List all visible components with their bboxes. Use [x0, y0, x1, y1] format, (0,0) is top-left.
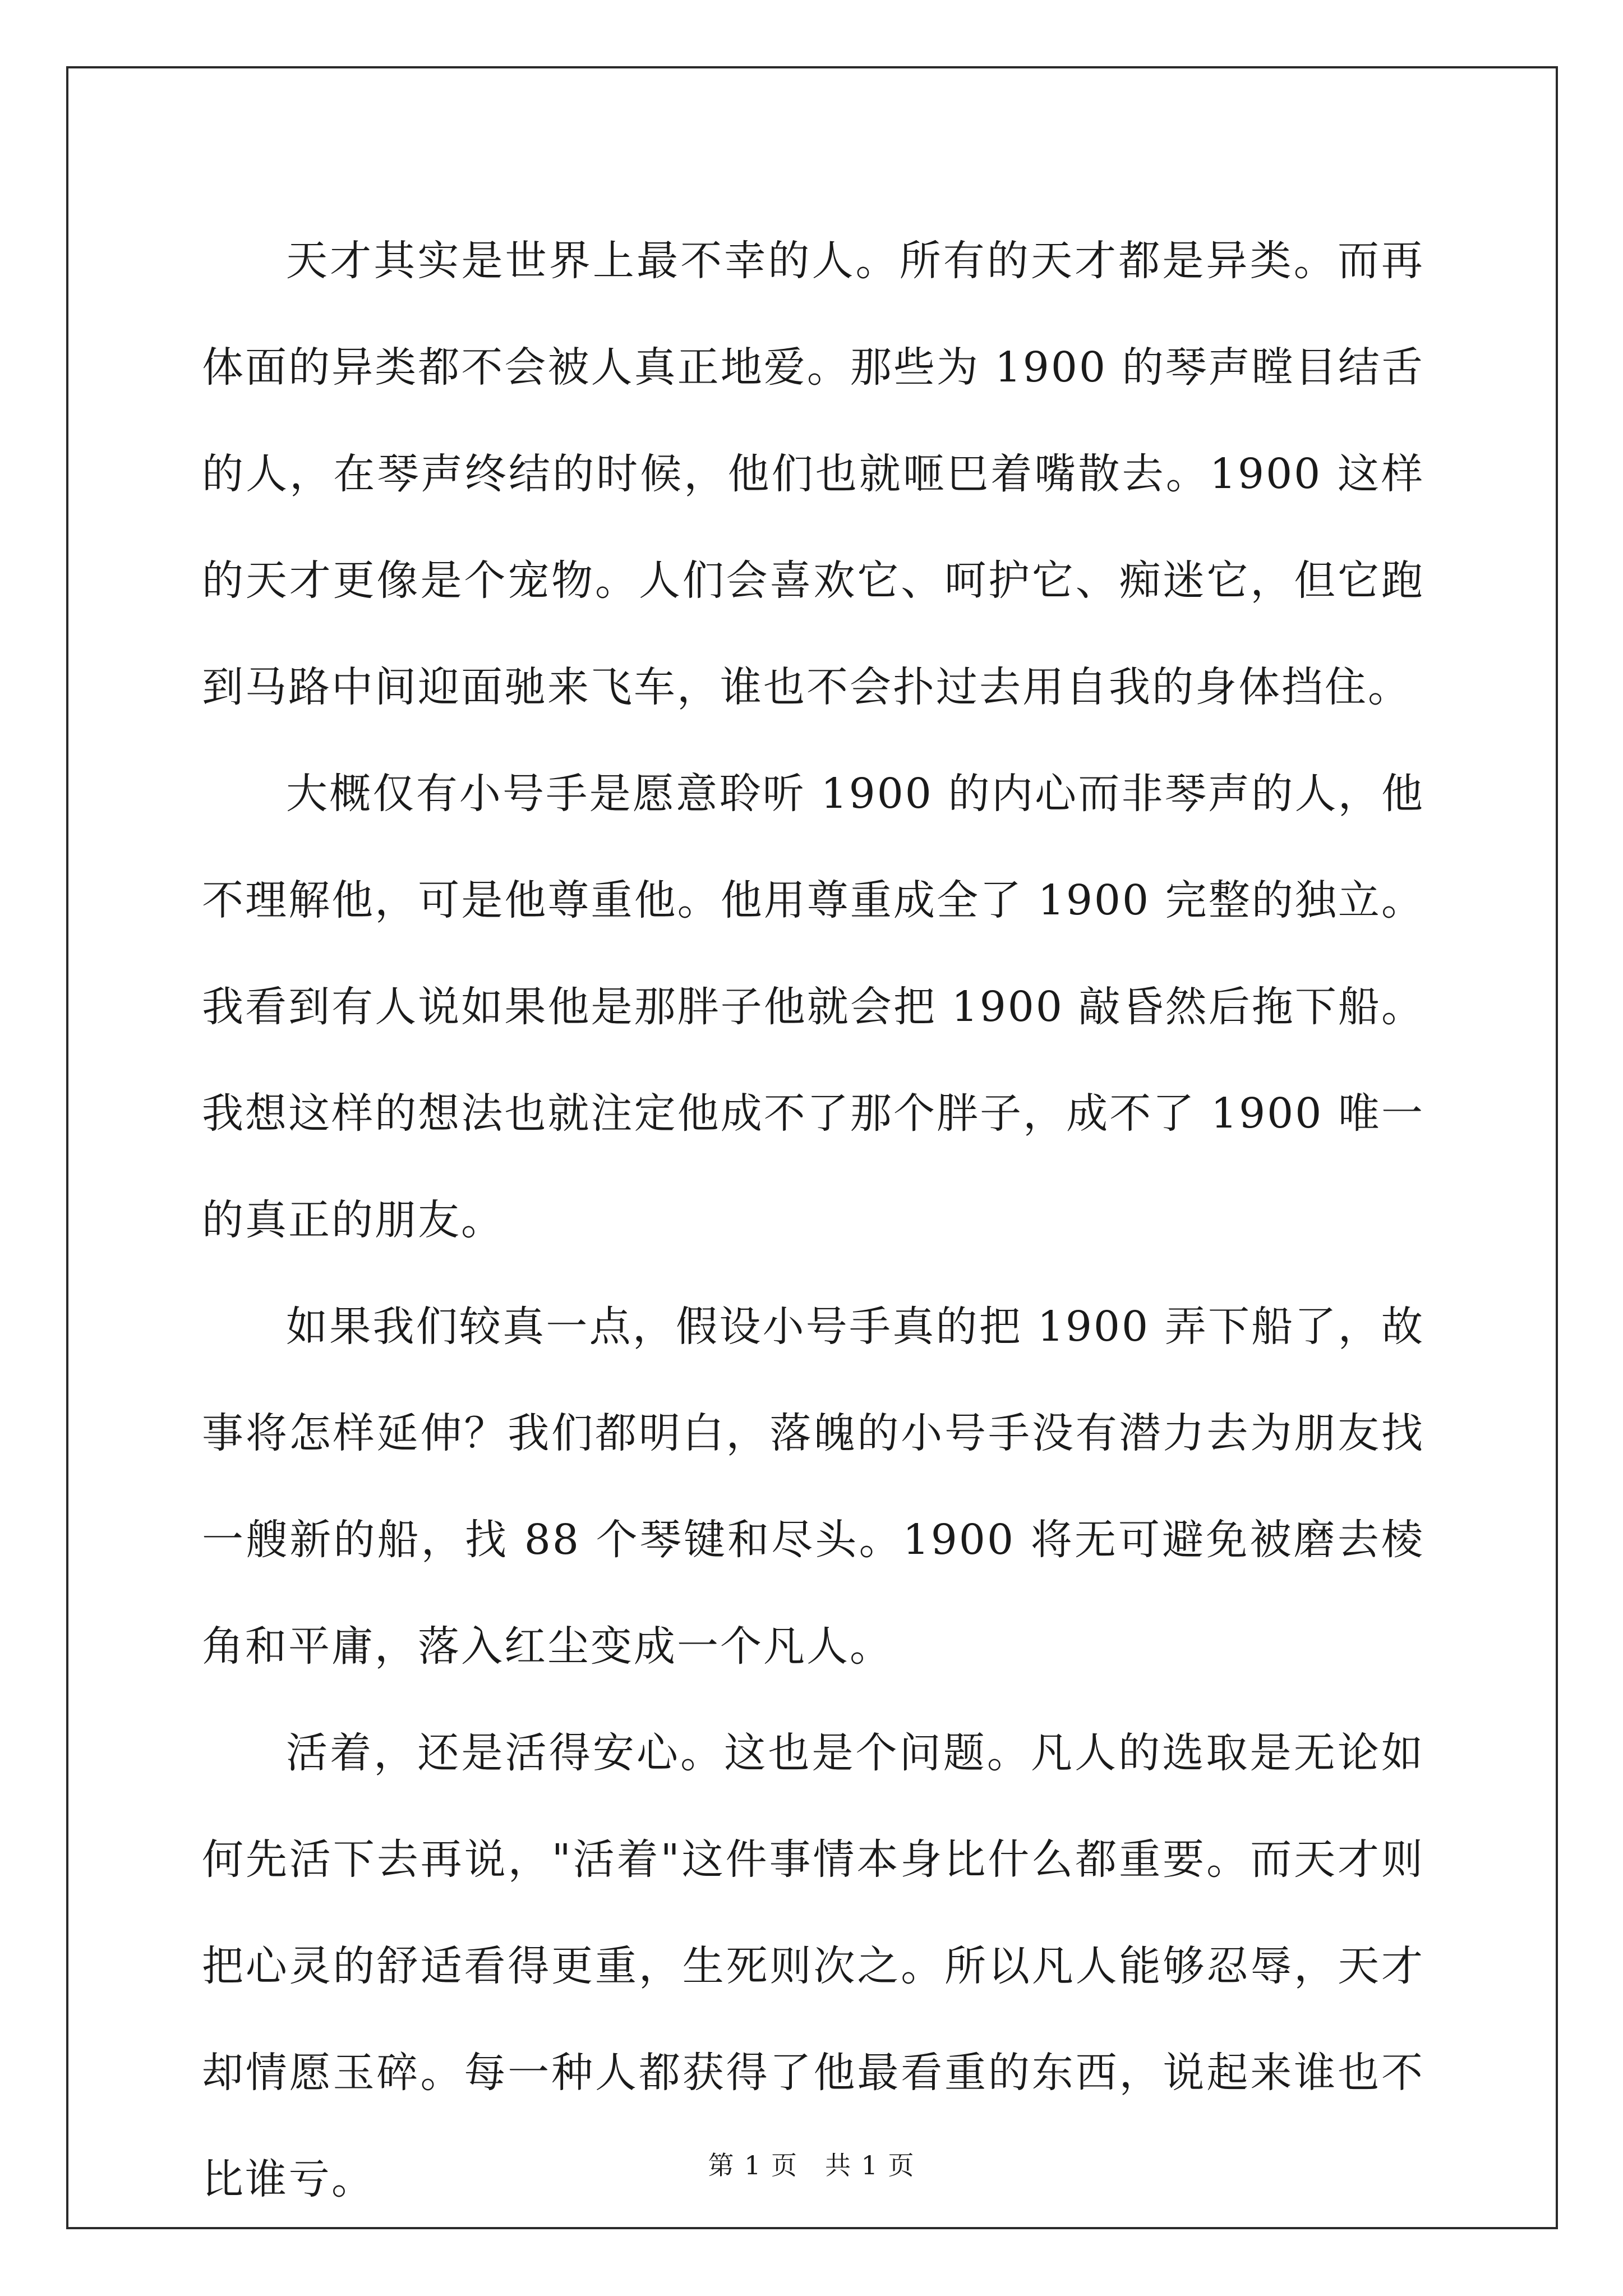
paragraph-2: 大概仅有小号手是愿意聆听 1900 的内心而非琴声的人，他不理解他，可是他尊重他。他用尊重成全了 1900 完整的独立。我看到有人说如果他是那胖子他就会把 1900 敲昏然后拖下船。我想这样的想法也就注定他成不了那个胖子，成不了 1900 唯一的真正的朋友。 [202, 770, 1424, 1244]
paragraph-3: 如果我们较真一点，假设小号手真的把 1900 弄下船了，故事将怎样延伸？我们都明白，落魄的小号手没有潜力去为朋友找一艘新的船，找 88 个琴键和尽头。1900 将无可避免被磨去棱角和平庸，落入红尘变成一个凡人。 [202, 1303, 1424, 1671]
document-body [202, 208, 1424, 2233]
paragraph-1: 天才其实是世界上最不幸的人。所有的天才都是异类。而再体面的异类都不会被人真正地爱。那些为 1900 的琴声瞠目结舌的人，在琴声终结的时候，他们也就咂巴着嘴散去。1900 这样的天才更像是个宠物。人们会喜欢它、呵护它、痴迷它，但它跑到马路中间迎面驰来飞车，谁也不会扑过去用自我的身体挡住。 [202, 237, 1424, 711]
paragraph-4: 活着，还是活得安心。这也是个问题。凡人的选取是无论如何先活下去再说，"活着"这件事情本身比什么都重要。而天才则把心灵的舒适看得更重，生死则次之。所以凡人能够忍辱，天才却情愿玉碎。每一种人都获得了他最看重的东西，说起来谁也不比谁亏。 [202, 1729, 1424, 2203]
page-number-footer: 第 1 页 共 1 页 [708, 2150, 915, 2180]
